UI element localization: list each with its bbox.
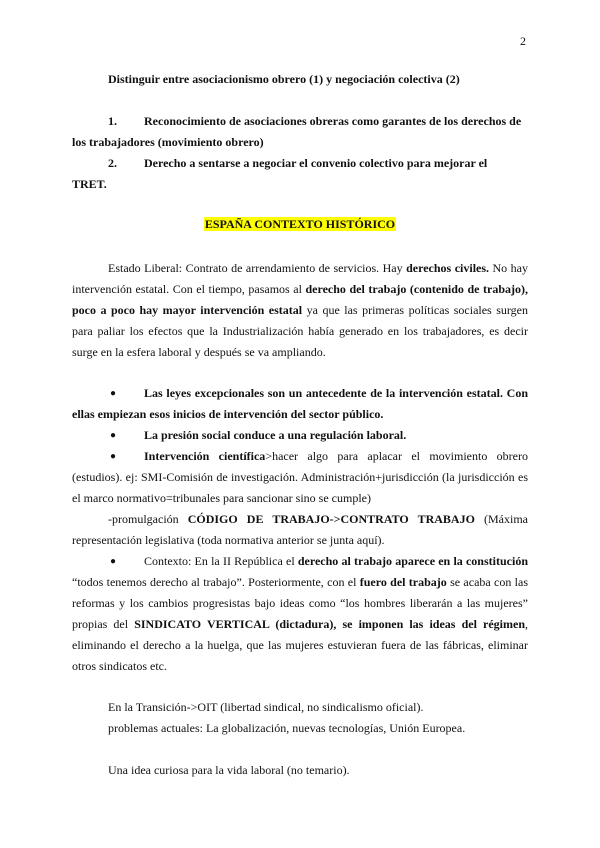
bold-text: SINDICATO VERTICAL (dictadura), se imponen las ideas del régimen	[134, 617, 525, 631]
bold-text: Intervención científica	[144, 449, 266, 463]
text: -promulgación	[108, 512, 188, 526]
bullet-item: La presión social conduce a una regulación laboral.	[144, 428, 407, 442]
list-item-text: Reconocimiento de asociaciones obreras como garantes de los derechos de	[144, 114, 522, 128]
text: se acaba con las reformas y los cambios progresistas bajo ideas como “los hombres liberarán a las mujeres” propias del	[72, 575, 528, 631]
list-number: 2.	[108, 156, 117, 170]
list-item-text: Derecho a sentarse a negociar el convenio colectivo para mejorar el	[144, 156, 488, 170]
bold-text: CÓDIGO DE TRABAJO->CONTRATO TRABAJO	[187, 512, 475, 526]
bold-text: fuero del trabajo	[359, 575, 447, 589]
text: ya que las primeras políticas sociales surgen para paliar los efectos que la Industrialización había generado en los trabajadores, es decir surge en la esfera laboral y después se va ampliando.	[72, 303, 529, 359]
bullet-item	[72, 446, 528, 509]
bullet-icon: ●	[110, 388, 117, 399]
text: Contexto: En la II República el	[144, 554, 298, 568]
text: (Máxima representación legislativa (toda normativa anterior se junta aquí).	[72, 512, 528, 547]
text: Estado Liberal: Contrato de arrendamiento de servicios. Hay	[108, 261, 407, 275]
section-heading	[0, 214, 600, 235]
problemas-line: problemas actuales: La globalización, nuevas tecnologías, Unión Europea.	[108, 721, 466, 735]
text: >hacer algo para aplacar el movimiento obrero (estudios). ej: SMI-Comisión de investigación. Administración+jurisdicción (la jurisdicción es el marco normativo=tribunales para sancionar sino se cumple)	[72, 449, 528, 505]
highlighted-heading: ESPAÑA CONTEXTO HISTÓRICO	[204, 217, 396, 231]
text: , eliminando el derecho a la huelga, que las mujeres estuvieran fuera de las fábricas, eliminar otros sindicatos etc.	[72, 617, 528, 673]
bullet-item	[72, 551, 528, 677]
bullet-item	[72, 383, 528, 425]
bullet-icon: ●	[110, 451, 117, 462]
bold-text: derecho al trabajo aparece en la constitución	[297, 554, 528, 568]
intro-line: Distinguir entre asociacionismo obrero (1) y negociación colectiva (2)	[108, 72, 460, 86]
list-item-text-cont: los trabajadores (movimiento obrero)	[72, 135, 264, 149]
bullet-icon: ●	[110, 556, 117, 567]
list-number: 1.	[108, 114, 117, 128]
bold-text: Las leyes excepcionales son un antecedente de la intervención estatal. Con ellas empiezan esos inicios de intervención del sector público.	[72, 386, 528, 421]
text: No hay intervención estatal. Con el tiempo, pasamos al	[72, 261, 528, 296]
page-number: 2	[520, 34, 526, 48]
paragraph-liberal	[72, 258, 528, 363]
paragraph-promulgacion	[72, 509, 528, 551]
transicion-line: En la Transición->OIT (libertad sindical, no sindicalismo oficial).	[108, 700, 424, 714]
bold-text: derechos civiles.	[406, 261, 490, 275]
curiosa-line: Una idea curiosa para la vida laboral (no temario).	[108, 763, 350, 777]
text: “todos tenemos derecho al trabajo”. Posteriormente, con el	[72, 575, 360, 589]
bold-text: derecho del trabajo (contenido de trabajo), poco a poco hay mayor intervención estatal	[72, 282, 529, 317]
list-item-text-cont: TRET.	[72, 177, 107, 191]
bullet-icon: ●	[110, 430, 117, 441]
